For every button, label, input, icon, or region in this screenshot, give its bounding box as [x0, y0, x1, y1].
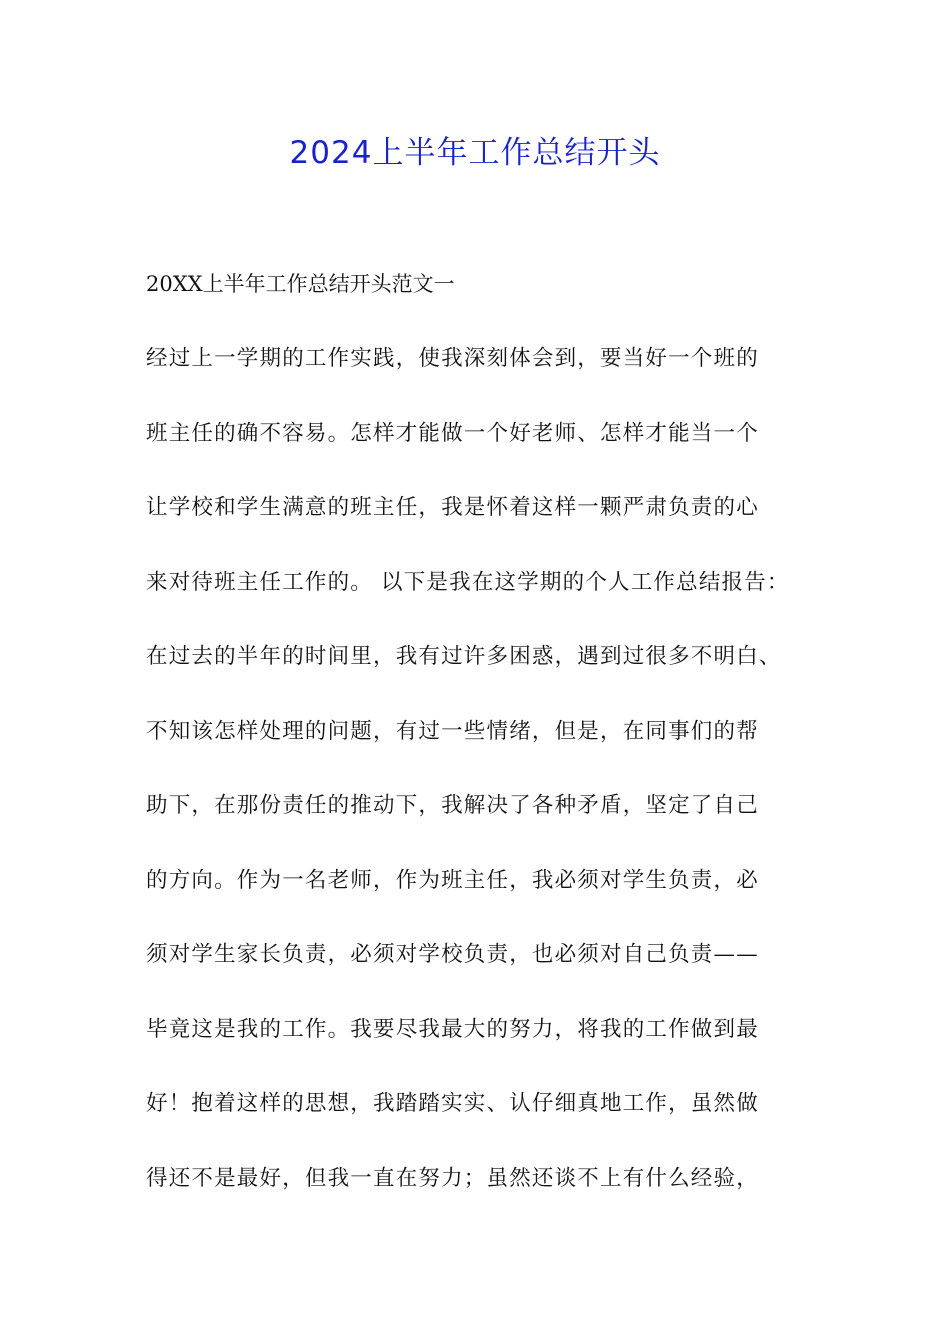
section-heading: 20XX上半年工作总结开头范文一	[146, 272, 455, 296]
text-line: 须对学生家长负责，必须对学校负责，也必须对自己负责——	[146, 942, 759, 967]
text-line: 助下，在那份责任的推动下，我解决了各种矛盾，坚定了自己	[146, 793, 759, 818]
text-line: 让学校和学生满意的班主任，我是怀着这样一颗严肃负责的心	[146, 495, 759, 520]
text-line: 经过上一学期的工作实践，使我深刻体会到，要当好一个班的	[146, 346, 759, 371]
body-paragraph	[146, 340, 836, 1234]
text-line: 毕竟这是我的工作。我要尽我最大的努力，将我的工作做到最	[146, 1016, 759, 1042]
text-line: 的方向。作为一名老师，作为班主任，我必须对学生负责，必	[146, 867, 759, 893]
text-line: 来对待班主任工作的。 以下是我在这学期的个人工作总结报告：	[146, 569, 790, 595]
text-line: 好！抱着这样的思想，我踏踏实实、认仔细真地工作，虽然做	[146, 1091, 759, 1116]
text-line: 不知该怎样处理的问题，有过一些情绪，但是，在同事们的帮	[146, 718, 759, 744]
text-line: 在过去的半年的时间里，我有过许多困惑，遇到过很多不明白、	[146, 644, 782, 669]
document-title: 2024上半年工作总结开头	[289, 135, 661, 171]
text-line: 班主任的确不容易。怎样才能做一个好老师、怎样才能当一个	[146, 420, 759, 446]
text-line: 得还不是最好，但我一直在努力；虽然还谈不上有什么经验，	[146, 1165, 759, 1191]
